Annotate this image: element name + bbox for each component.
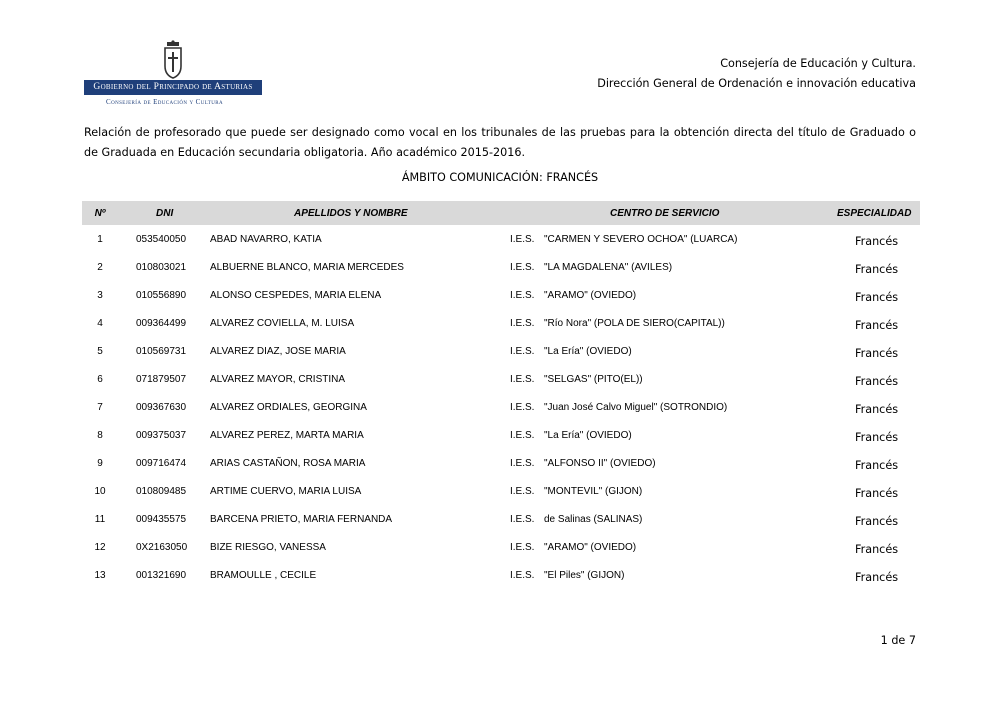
cell-dni: 009364499 [136,318,187,329]
cell-dni: 009375037 [136,430,187,441]
cell-dni: 009716474 [136,458,187,469]
cell-centro: "Juan José Calvo Miguel" (SOTRONDIO) [544,402,728,413]
cell-tipo: I.E.S. [510,486,535,497]
cell-tipo: I.E.S. [510,262,535,273]
header-num: Nº [94,208,106,219]
cell-num: 10 [94,486,106,497]
cell-especialidad: Francés [855,319,899,332]
cell-name: ARIAS CASTAÑON, ROSA MARIA [210,458,366,469]
cell-centro: de Salinas (SALINAS) [544,514,643,525]
teachers-table [82,201,920,589]
cell-name: ALVAREZ ORDIALES, GEORGINA [210,402,367,413]
table-row [82,561,920,589]
cell-especialidad: Francés [855,571,899,584]
table-row [82,421,920,449]
cell-especialidad: Francés [855,487,899,500]
cell-tipo: I.E.S. [510,402,535,413]
table-row [82,337,920,365]
table-row [82,225,920,253]
cell-num: 13 [94,570,106,581]
cell-name: BRAMOULLE , CECILE [210,570,317,581]
cell-name: ALVAREZ MAYOR, CRISTINA [210,374,346,385]
cell-dni: 053540050 [136,234,187,245]
cell-name: ALVAREZ COVIELLA, M. LUISA [210,318,355,329]
cell-num: 5 [97,346,103,357]
cell-num: 11 [94,514,106,525]
cell-name: ALONSO CESPEDES, MARIA ELENA [210,290,382,301]
table-header [82,201,920,225]
page-number: 1 de 7 [880,634,916,647]
cell-dni: 010569731 [136,346,187,357]
cell-tipo: I.E.S. [510,430,535,441]
cell-tipo: I.E.S. [510,290,535,301]
document-header [597,54,916,94]
cell-dni: 009367630 [136,402,187,413]
table-row [82,477,920,505]
cell-especialidad: Francés [855,263,899,276]
cell-dni: 010803021 [136,262,187,273]
cell-name: ARTIME CUERVO, MARIA LUISA [210,486,362,497]
logo-dept-name: Consejería de Educación y Cultura [106,98,223,106]
cell-dni: 001321690 [136,570,187,581]
cell-centro: "MONTEVIL" (GIJON) [544,486,643,497]
cell-tipo: I.E.S. [510,542,535,553]
table-row [82,533,920,561]
table-row [82,253,920,281]
cell-centro: "El Piles" (GIJON) [544,570,625,581]
cell-name: ALVAREZ DIAZ, JOSE MARIA [210,346,346,357]
cell-centro: "CARMEN Y SEVERO OCHOA" (LUARCA) [544,234,738,245]
cell-especialidad: Francés [855,543,899,556]
cell-centro: "Río Nora" (POLA DE SIERO(CAPITAL)) [544,318,725,329]
asturias-crest-icon [162,40,184,80]
cell-dni: 010809485 [136,486,187,497]
cell-dni: 071879507 [136,374,187,385]
cell-tipo: I.E.S. [510,514,535,525]
header-centro: CENTRO DE SERVICIO [610,208,720,219]
table-row [82,505,920,533]
ambito-title: ÁMBITO COMUNICACIÓN: FRANCÉS [401,171,599,184]
cell-centro: "ARAMO" (OVIEDO) [544,542,637,553]
cell-num: 6 [97,374,103,385]
cell-dni: 009435575 [136,514,187,525]
table-row [82,393,920,421]
cell-num: 12 [94,542,106,553]
cell-tipo: I.E.S. [510,374,535,385]
cell-centro: "ALFONSO II" (OVIEDO) [544,458,656,469]
table-row [82,449,920,477]
logo-org-name: Gobierno del Principado de Asturias [84,80,262,95]
table-row [82,281,920,309]
header-line-1: Consejería de Educación y Cultura. [720,57,916,70]
table-row [82,365,920,393]
cell-centro: "SELGAS" (PITO(EL)) [544,374,643,385]
cell-tipo: I.E.S. [510,458,535,469]
cell-num: 9 [97,458,103,469]
cell-especialidad: Francés [855,347,899,360]
intro-paragraph: Relación de profesorado que puede ser designado como vocal en los tribunales de las pruebas para la obtención directa del título de Graduado o de Graduada en Educación secundaria obligatoria. Año académico 2015-2016. [84,126,916,159]
table-row [82,309,920,337]
cell-name: ALBUERNE BLANCO, MARIA MERCEDES [210,262,404,273]
cell-name: BIZE RIESGO, VANESSA [210,542,326,553]
cell-num: 1 [97,234,103,245]
cell-tipo: I.E.S. [510,318,535,329]
cell-centro: "ARAMO" (OVIEDO) [544,290,637,301]
cell-especialidad: Francés [855,403,899,416]
cell-name: BARCENA PRIETO, MARIA FERNANDA [210,514,393,525]
cell-name: ABAD NAVARRO, KATIA [210,234,322,245]
cell-centro: "LA MAGDALENA" (AVILES) [544,262,673,273]
header-name: APELLIDOS Y NOMBRE [294,208,408,219]
cell-num: 4 [97,318,103,329]
header-dni: DNI [156,208,174,219]
cell-num: 2 [97,262,103,273]
header-line-2: Dirección General de Ordenación e innovación educativa [597,77,916,90]
cell-name: ALVAREZ PEREZ, MARTA MARIA [210,430,364,441]
cell-tipo: I.E.S. [510,234,535,245]
cell-tipo: I.E.S. [510,346,535,357]
cell-dni: 010556890 [136,290,187,301]
cell-centro: "La Ería" (OVIEDO) [544,346,632,357]
cell-especialidad: Francés [855,459,899,472]
cell-especialidad: Francés [855,375,899,388]
cell-num: 8 [97,430,103,441]
cell-dni: 0X2163050 [136,542,188,553]
cell-centro: "La Ería" (OVIEDO) [544,430,632,441]
cell-especialidad: Francés [855,515,899,528]
cell-especialidad: Francés [855,235,899,248]
header-especialidad: ESPECIALIDAD [837,208,912,219]
cell-num: 3 [97,290,103,301]
cell-especialidad: Francés [855,291,899,304]
cell-especialidad: Francés [855,431,899,444]
cell-num: 7 [97,402,103,413]
table-body [82,225,920,589]
cell-tipo: I.E.S. [510,570,535,581]
